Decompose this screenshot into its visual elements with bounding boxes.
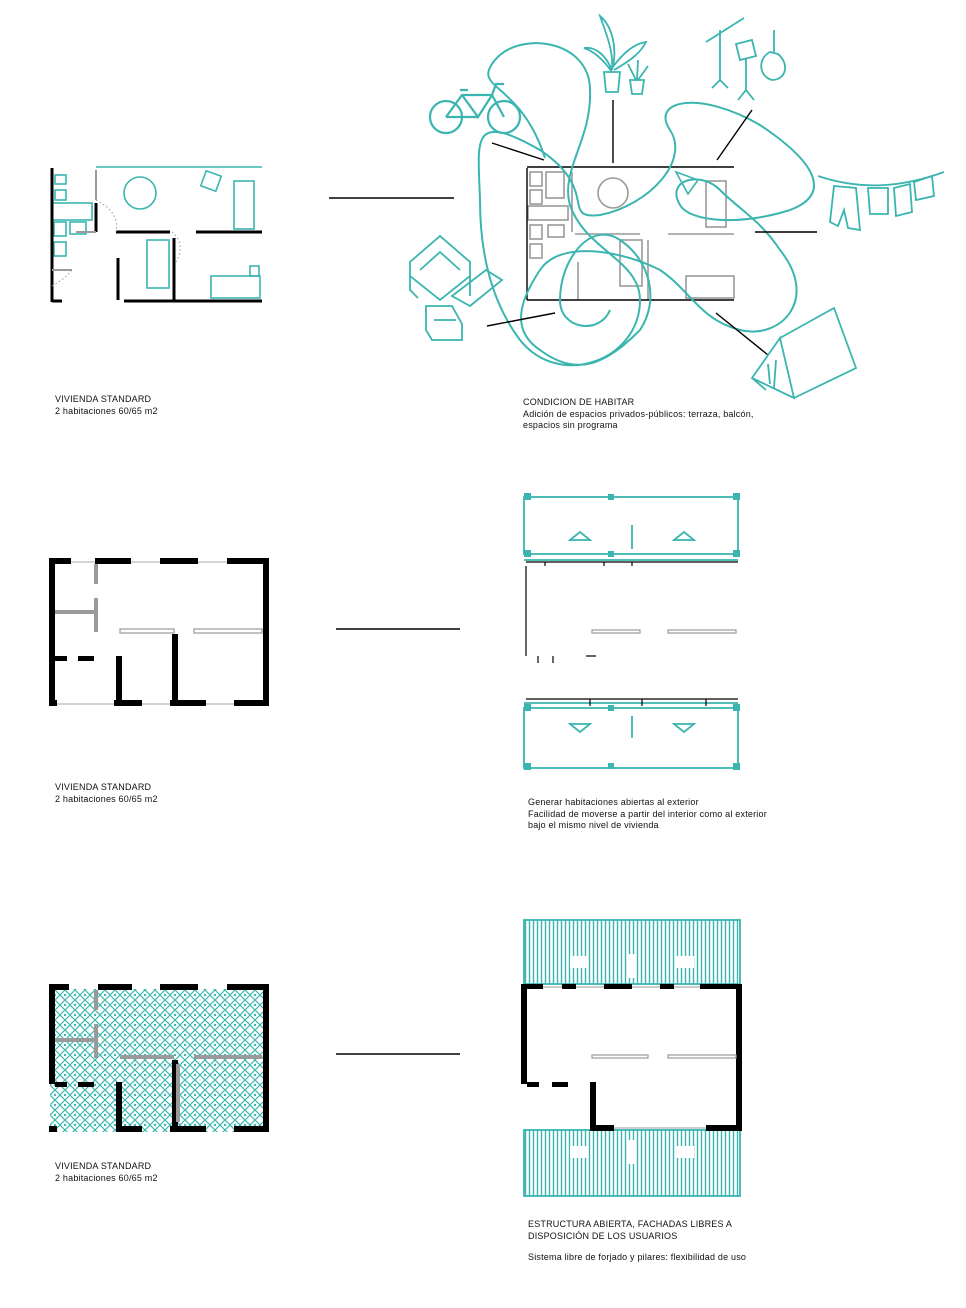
caption-row1-left	[55, 394, 158, 417]
caption-line: Sistema libre de forjado y pilares: flexibilidad de uso	[528, 1252, 747, 1262]
caption-title: VIVIENDA STANDARD	[55, 1161, 152, 1171]
plan-standard-walls	[49, 558, 269, 706]
caption-subtitle: 2 habitaciones 60/65 m2	[55, 793, 158, 804]
potted-plants-icon	[584, 16, 648, 94]
tent-icon	[752, 308, 856, 398]
plan-open-structure	[521, 920, 742, 1196]
plan-standard-patterned	[49, 984, 269, 1132]
caption-title: VIVIENDA STANDARD	[55, 394, 152, 404]
caption-row1-right	[523, 397, 754, 432]
caption-title: CONDICION DE HABITAR	[523, 397, 635, 407]
armchair-sofa-icon	[410, 236, 502, 340]
caption-line: Adición de espacios privados-públicos: terraza, balcón,	[523, 408, 754, 419]
caption-subtitle: 2 habitaciones 60/65 m2	[55, 1172, 158, 1183]
caption-row2-left	[55, 782, 158, 805]
caption-row3-right	[528, 1219, 746, 1264]
bicycle-icon	[430, 84, 520, 133]
caption-subtitle: 2 habitaciones 60/65 m2	[55, 405, 158, 416]
caption-line: Generar habitaciones abiertas al exterior	[528, 797, 699, 807]
caption-title: DISPOSICIÓN DE LOS USUARIOS	[528, 1230, 678, 1241]
caption-line: espacios sin programa	[523, 420, 618, 430]
caption-title: VIVIENDA STANDARD	[55, 782, 152, 792]
caption-row2-right	[528, 797, 767, 832]
caption-title: ESTRUCTURA ABIERTA, FACHADAS LIBRES A	[528, 1219, 733, 1229]
caption-line: Facilidad de moverse a partir del interior como al exterior	[528, 808, 767, 819]
plan-standard-furnished	[52, 167, 262, 302]
plan-open-to-exterior	[524, 493, 740, 770]
plan-inhabited	[479, 43, 817, 365]
clothesline-icon	[818, 172, 944, 230]
music-stand-guitar-icon	[706, 18, 785, 100]
caption-row3-left	[55, 1161, 158, 1184]
caption-line: bajo el mismo nivel de vivienda	[528, 820, 659, 830]
